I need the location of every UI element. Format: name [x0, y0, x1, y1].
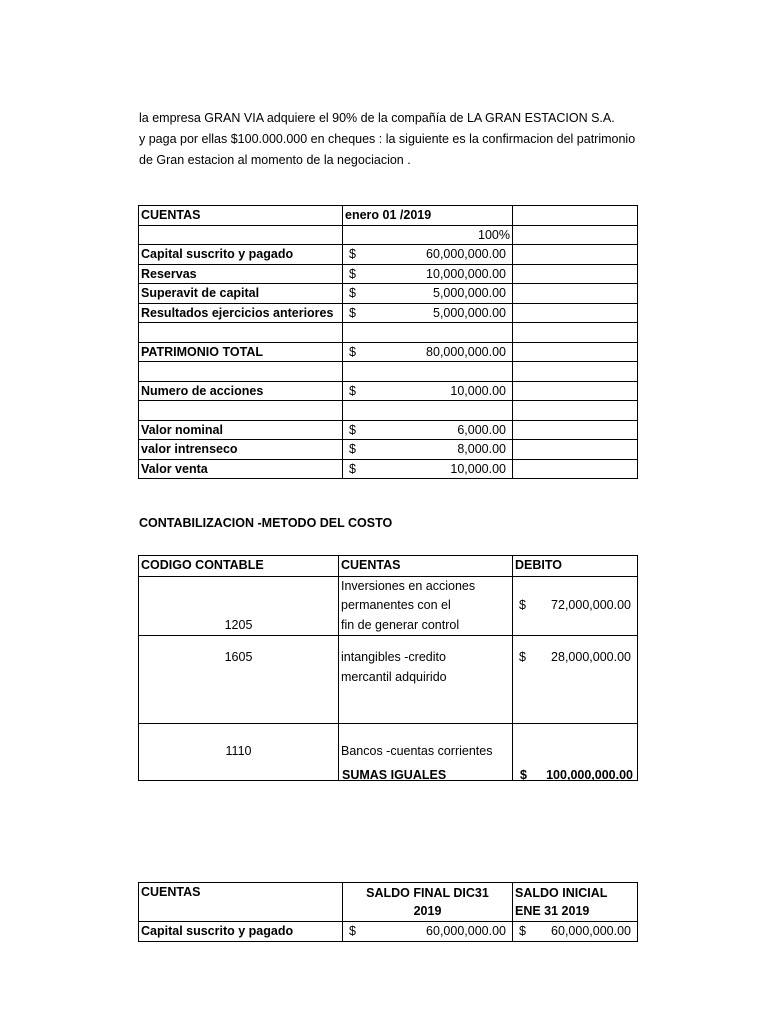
empty-cell	[513, 459, 638, 479]
row-label: valor intrenseco	[139, 440, 343, 460]
saldo-final-cell: $ 60,000,000.00	[343, 922, 513, 942]
row-label: Valor nominal	[139, 420, 343, 440]
table-row	[139, 245, 638, 265]
total-row	[139, 342, 638, 362]
row-label: Reservas	[139, 264, 343, 284]
section-title: CONTABILIZACION -METODO DEL COSTO	[139, 516, 393, 530]
acciones-row	[139, 381, 638, 401]
cuenta-cell: Bancos -cuentas corrientes	[339, 724, 513, 781]
row-value: $ 10,000,000.00	[343, 264, 513, 284]
empty-cell	[513, 303, 638, 323]
table-row	[139, 636, 638, 724]
codigo-cell: 1110	[139, 724, 339, 781]
table-row	[139, 303, 638, 323]
empty-cell	[513, 284, 638, 304]
header-cuentas: CUENTAS	[139, 206, 343, 226]
sumas-value: $ 100,000,000.00	[520, 768, 633, 782]
empty-cell	[513, 245, 638, 265]
debito-cell: $ 72,000,000.00	[513, 576, 638, 636]
empty-cell	[513, 342, 638, 362]
sumas-label: SUMAS IGUALES	[342, 768, 447, 782]
patrimonio-table	[138, 205, 638, 479]
total-value: $ 80,000,000.00	[343, 342, 513, 362]
table-row	[139, 284, 638, 304]
debito-cell: $ 28,000,000.00	[513, 636, 638, 724]
header-codigo: CODIGO CONTABLE	[139, 556, 339, 577]
table-row	[139, 576, 638, 636]
empty-cell	[513, 440, 638, 460]
header-debito: DEBITO	[513, 556, 638, 577]
table-row	[139, 922, 638, 942]
header-saldo-final: SALDO FINAL DIC31 2019	[343, 883, 513, 922]
contabilizacion-table	[138, 555, 638, 781]
header-saldo-inicial: SALDO INICIAL ENE 31 2019	[513, 883, 638, 922]
intro-line: de Gran estacion al momento de la negociacion .	[139, 153, 411, 167]
codigo-cell: 1205	[139, 576, 339, 636]
row-label: Capital suscrito y pagado	[139, 245, 343, 265]
acciones-value: $ 10,000.00	[343, 381, 513, 401]
header-cuentas: CUENTAS	[339, 556, 513, 577]
table-row	[139, 440, 638, 460]
spacer-row	[139, 323, 638, 343]
table-row	[139, 459, 638, 479]
header-cuentas: CUENTAS	[139, 883, 343, 922]
intro-text	[139, 108, 635, 171]
empty-cell	[513, 381, 638, 401]
table-header-row	[139, 883, 638, 922]
empty-cell	[139, 225, 343, 245]
acciones-label: Numero de acciones	[139, 381, 343, 401]
row-value: $ 10,000.00	[343, 459, 513, 479]
total-label: PATRIMONIO TOTAL	[139, 342, 343, 362]
row-label: Valor venta	[139, 459, 343, 479]
row-value: $ 5,000,000.00	[343, 284, 513, 304]
intro-line: la empresa GRAN VIA adquiere el 90% de la compañía de LA GRAN ESTACION S.A.	[139, 111, 615, 125]
row-label: Superavit de capital	[139, 284, 343, 304]
row-label: Capital suscrito y pagado	[139, 922, 343, 942]
saldo-inicial-cell: $ 60,000,000.00	[513, 922, 638, 942]
intro-line: y paga por ellas $100.000.000 en cheques : la siguiente es la confirmacion del patrimonio	[139, 132, 636, 146]
spacer-row	[139, 401, 638, 421]
row-value: $ 8,000.00	[343, 440, 513, 460]
row-label: Resultados ejercicios anteriores	[139, 303, 343, 323]
cuenta-cell: intangibles -credito mercantil adquirido	[339, 636, 513, 724]
percent-cell: 100%	[343, 225, 513, 245]
empty-cell	[513, 420, 638, 440]
table-row	[139, 264, 638, 284]
table-header-row	[139, 556, 638, 577]
empty-cell	[513, 225, 638, 245]
empty-cell	[513, 264, 638, 284]
table-row	[139, 420, 638, 440]
row-value: $ 6,000.00	[343, 420, 513, 440]
row-value: $ 5,000,000.00	[343, 303, 513, 323]
cuenta-cell: Inversiones en acciones permanentes con el fin de generar control	[339, 576, 513, 636]
table-row	[139, 225, 638, 245]
empty-cell	[513, 206, 638, 226]
spacer-row	[139, 362, 638, 382]
row-value: $ 60,000,000.00	[343, 245, 513, 265]
codigo-cell: 1605	[139, 636, 339, 724]
saldos-table	[138, 882, 638, 942]
header-fecha: enero 01 /2019	[343, 206, 513, 226]
table-header-row	[139, 206, 638, 226]
